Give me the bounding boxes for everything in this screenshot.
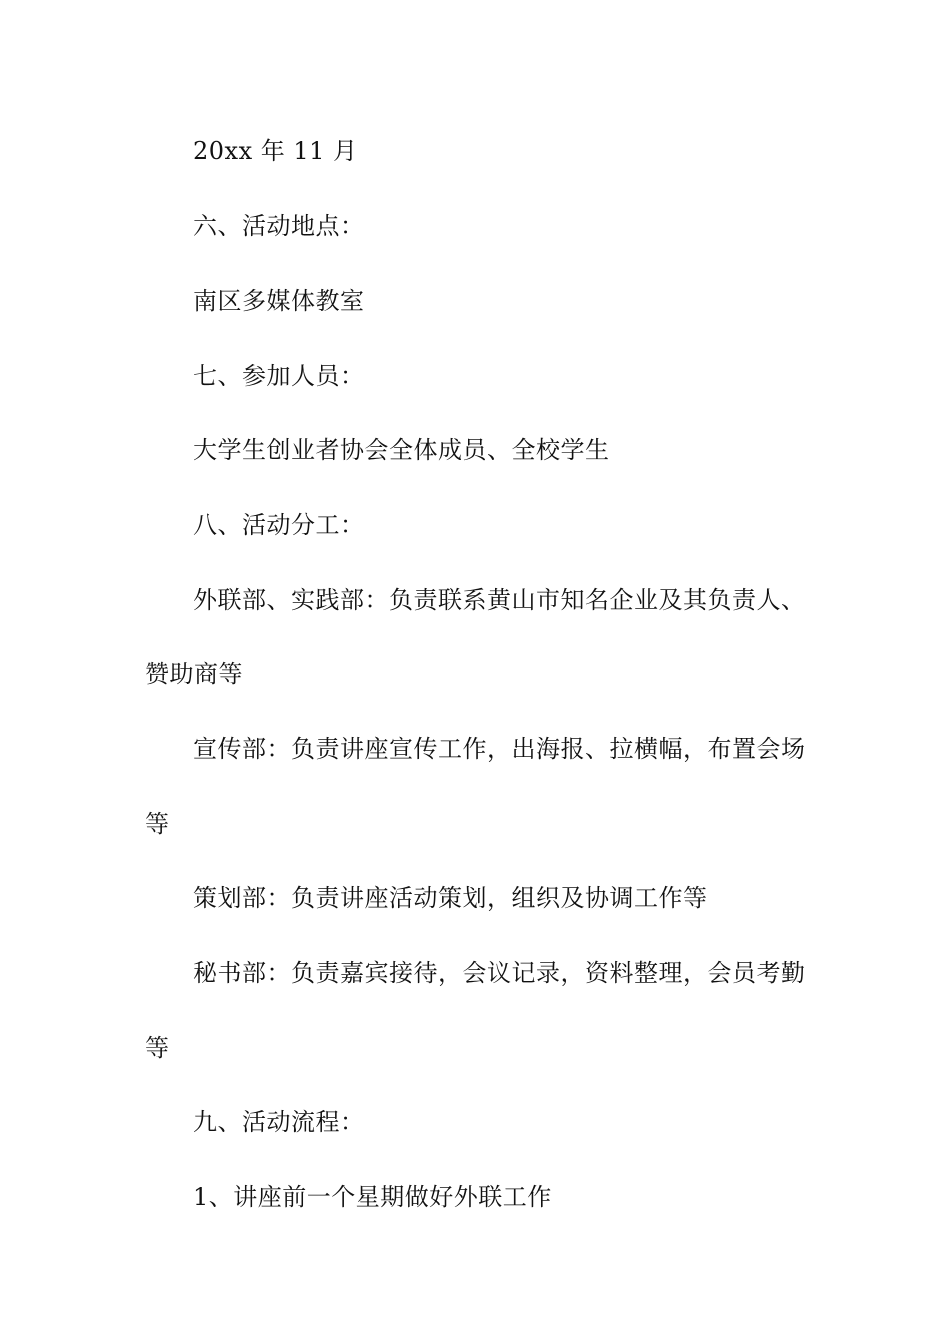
section-heading-process: 九、活动流程： — [193, 1108, 365, 1136]
division-liaison-line-1: 外联部、实践部：负责联系黄山市知名企业及其负责人、 — [193, 586, 806, 614]
division-planning-line: 策划部：负责讲座活动策划，组织及协调工作等 — [193, 884, 708, 912]
division-secretariat-line-1: 秘书部：负责嘉宾接待，会议记录，资料整理，会员考勤 — [193, 959, 806, 987]
location-text: 南区多媒体教室 — [193, 287, 365, 315]
process-step-1: 1、讲座前一个星期做好外联工作 — [193, 1183, 552, 1211]
division-liaison-line-2: 赞助商等 — [145, 660, 243, 688]
division-secretariat-line-2: 等 — [145, 1034, 170, 1062]
section-heading-participants: 七、参加人员： — [193, 362, 365, 390]
division-publicity-line-1: 宣传部：负责讲座宣传工作，出海报、拉横幅，布置会场 — [193, 735, 806, 763]
participants-text: 大学生创业者协会全体成员、全校学生 — [193, 436, 610, 464]
section-heading-location: 六、活动地点： — [193, 212, 365, 240]
section-heading-division: 八、活动分工： — [193, 511, 365, 539]
activity-date: 20xx 年 11 月 — [193, 137, 358, 165]
division-publicity-line-2: 等 — [145, 810, 170, 838]
